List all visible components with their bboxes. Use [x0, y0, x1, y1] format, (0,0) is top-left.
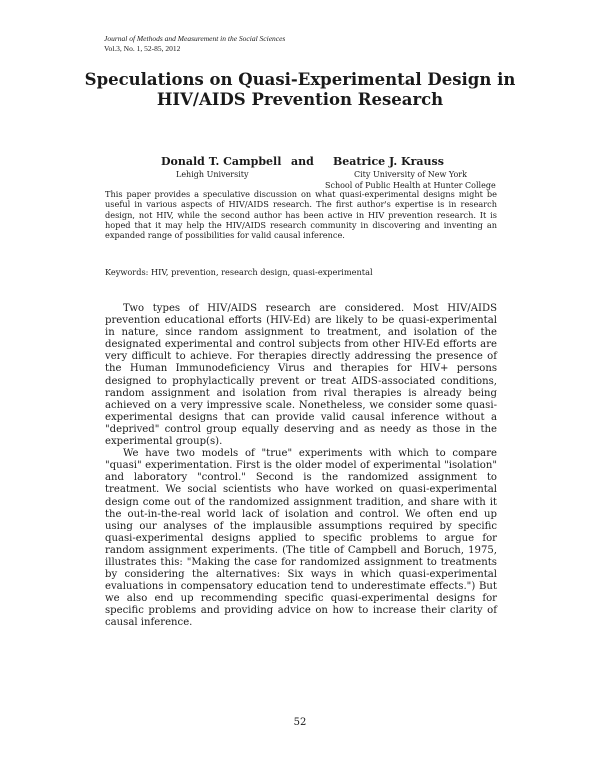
title-line-2: HIV/AIDS Prevention Research — [156, 90, 444, 109]
paper-title — [0, 70, 600, 110]
keywords — [105, 267, 505, 277]
author-conjunction: and — [291, 155, 314, 168]
author-2-name: Beatrice J. Krauss — [333, 155, 444, 168]
author-2-affiliation-line-2: School of Public Health at Hunter College — [325, 181, 496, 190]
title-line-1: Speculations on Quasi-Experimental Design in — [84, 70, 516, 89]
body-text — [105, 303, 497, 630]
volume-info: Vol.3, No. 1, 52-85, 2012 — [104, 44, 181, 53]
page-number: 52 — [293, 717, 307, 728]
journal-name: Journal of Methods and Measurement in the Social Sciences — [104, 34, 286, 43]
author-2-affiliation-line-1: City University of New York — [354, 170, 467, 179]
keywords-value: HIV, prevention, research design, quasi-experimental — [148, 267, 373, 277]
abstract: This paper provides a speculative discussion on what quasi-experimental designs might be useful in various aspects of HIV/AIDS research. The first author's expertise is in research design, not HIV, while the second author has been active in HIV prevention research. It is hoped that it may help the HIV/AIDS research community in discovering and inventing an expanded range of possibilities for valid causal inference. — [105, 189, 497, 241]
keywords-label: Keywords: — [105, 267, 149, 277]
body-paragraph-2: We have two models of "true" experiments with which to compare "quasi" experimentation. First is the older model of experimental "isolation" and laboratory "control." Second is the randomized assignment to treatment. We social scientists who have worked on quasi-experimental design come out of the randomized assignment tradition, and share with it the out-in-the-real world lack of isolation and control. We often end up using our analyses of the implausible assumptions required by specific quasi-experimental designs applied to specific problems to argue for random assignment experiments. (The title of Campbell and Boruch, 1975, illustrates this: "Making the case for randomized assignment to treatments by considering the alternatives: Six ways in which quasi-experimental evaluations in compensatory education tend to underestimate effects.") But we also end up recommending specific quasi-experimental designs for specific problems and providing advice on how to increase their clarity of causal inference. — [105, 448, 497, 629]
body-paragraph-1: Two types of HIV/AIDS research are considered. Most HIV/AIDS prevention educational efforts (HIV-Ed) are likely to be quasi-experimental in nature, since random assignment to treatment, and isolation of the designated experimental and control subjects from other HIV-Ed efforts are very difficult to achieve. For therapies directly addressing the presence of the Human Immunodeficiency Virus and therapies for HIV+ persons designed to prophylactically prevent or treat AIDS-associated conditions, random assignment and isolation from rival therapies is already being achieved on a very impressive scale. Nonetheless, we consider some quasi-experimental designs that can provide valid causal inference without a "deprived" control group equally deserving and as needy as those in the experimental group(s). — [105, 303, 497, 448]
journal-header — [104, 34, 285, 54]
author-1-affiliation: Lehigh University — [176, 170, 249, 179]
author-1-name: Donald T. Campbell — [161, 155, 282, 168]
